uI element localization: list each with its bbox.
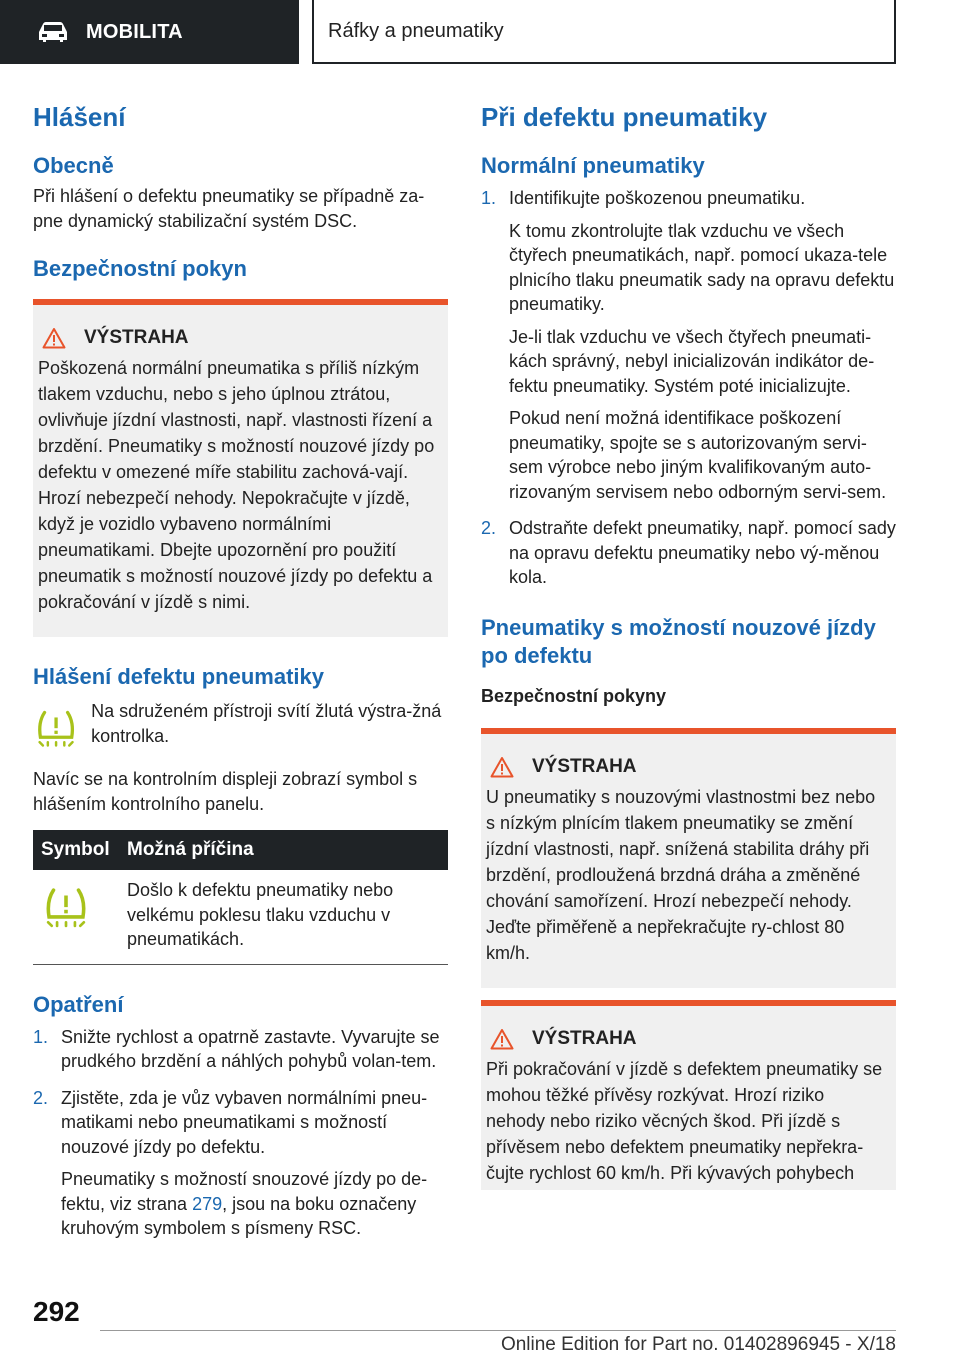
measures-list (33, 1025, 448, 1249)
heading-measures: Opatření (33, 991, 124, 1017)
heading-general: Obecně (33, 153, 114, 178)
list-item: 1. Identifikujte poškozenou pneumatiku. K tomu zkontrolujte tlak vzduchu ve všech čtyřech pneumatikách, např. pomocí ukaza-tele plnicího tlaku pneumatik sady na opravu defektu pneumatiky. Je-li tlak vzduchu ve všech čtyřech pneumati-kách správný, nebyl inicializován indikátor de-fektu pneumatiky. Systém poté inicializujte. Pokud není možná identifikace poškození pneumatiky, spojte se s autorizovaným servi-sem výrobce nebo jiným kvalifikovaným auto-rizovaným servisem nebo odborným servi-sem. (481, 188, 895, 502)
list-item: 2. Zjistěte, zda je vůz vybaven normálními pneu-matikami nebo pneumatikami s možností nouzové jízdy po defektu. Pneumatiky s možností snouzové jízdy po de-fektu, viz strana 279, jsou na boku označeny kruhovým symbolem s písmeny RSC. (33, 1086, 448, 1249)
heading-normal-tires: Normální pneumatiky (481, 153, 705, 178)
warning-title: VÝSTRAHA (532, 1027, 637, 1049)
display-text: Navíc se na kontrolním displeji zobrazí symbol s hlášením kontrolního panelu. (33, 769, 418, 814)
heading-safety-notes: Bezpečnostní pokyny (481, 685, 667, 706)
heading-defect: Při defektu pneumatiky (481, 102, 768, 132)
chapter-title: Ráfky a pneumatiky (312, 0, 896, 64)
footer-divider (100, 1330, 896, 1331)
table-row (33, 870, 448, 964)
section-title: MOBILITA (86, 20, 183, 43)
heading-hlaseni: Hlášení (33, 102, 126, 132)
left-column (33, 100, 448, 1253)
table-cell-cause: Došlo k defektu pneumatiky nebo velkému poklesu tlaku vzduchu v pneumatikách. (127, 880, 394, 949)
warning-box (33, 299, 448, 637)
list-item: 2. Odstraňte defekt pneumatiky, např. pomocí sady na opravu defektu pneumatiky nebo vý-měnou kola. (481, 518, 896, 587)
warning-box (481, 728, 896, 988)
measure-note: Pneumatiky s možností snouzové jízdy po de-fektu, viz strana 279, jsou na boku označeny kruhovým symbolem s písmeny RSC. (61, 1169, 428, 1238)
warning-title: VÝSTRAHA (532, 755, 637, 777)
warning-triangle-icon (490, 1028, 514, 1050)
heading-runflat: Pneumatiky s možností nouzové jízdy po defektu (481, 614, 876, 668)
warning-text: Při pokračování v jízdě s defektem pneumatiky se mohou těžké přívěsy rozkývat. Hrozí riziko nehody nebo riziko věcných škod. Při jízdě s přívěsem nebo defektem pneumatiky nepřekra-čujte rychlost 60 km/h. Při kývavých pohybech (486, 1058, 883, 1183)
table-header-symbol: Symbol (33, 830, 119, 870)
report-text: Na sdruženém přístroji svítí žlutá výstra-žná kontrolka. (91, 701, 442, 746)
right-column (481, 100, 896, 1190)
report-row (33, 699, 448, 755)
section-tab (0, 0, 299, 64)
table-header-cause: Možná příčina (119, 830, 448, 870)
page-link[interactable]: 279 (192, 1193, 223, 1214)
edition-text: Online Edition for Part no. 01402896945 - X/18 (500, 1334, 896, 1355)
steps-list (481, 186, 896, 598)
heading-safety: Bezpečnostní pokyn (33, 256, 247, 281)
general-text: Při hlášení o defektu pneumatiky se případně za-pne dynamický stabilizační systém DSC. (33, 186, 425, 231)
heading-report: Hlášení defektu pneumatiky (33, 664, 324, 689)
warning-triangle-icon (490, 756, 514, 778)
warning-text: Poškozená normální pneumatika s příliš nízkým tlakem vzduchu, nebo s jeho úplnou ztrátou, ovlivňuje jízdní vlastnosti, např. vlastnosti řízení a brzdění. Pneumatiky s možností nouzové jízdy po defektu v omezené míře stabilitu zachová-vají. Hrozí nebezpečí nehody. Nepokračujte v jízdě, když je vozidlo vybaveno normálními pneumatikami. Dbejte upozornění pro použití pneumatik s možností nouzové jízdy po defektu a pokračování v jízdě s nimi. (38, 358, 435, 612)
list-item: 1. Snižte rychlost a opatrně zastavte. Vyvarujte se prudkého brzdění a náhlých pohybů volan-tem. (33, 1026, 440, 1071)
warning-triangle-icon (42, 327, 66, 349)
car-icon (36, 20, 70, 44)
warning-box (481, 1000, 896, 1190)
page-number: 292 (33, 1296, 80, 1327)
symbol-table (33, 830, 448, 965)
tire-pressure-warning-icon (33, 703, 79, 755)
warning-title: VÝSTRAHA (84, 327, 189, 348)
tire-pressure-warning-icon (41, 884, 91, 932)
warning-text: U pneumatiky s nouzovými vlastnostmi bez nebo s nízkým plnícím tlakem pneumatiky se změní jízdní vlastnosti, např. snížená stabilita dráhy při brzdění, prodloužená brzdná dráha a změněné chování samořízení. Hrozí nebezpečí nehody. Jeďte přiměřeně a nepřekračujte ry-chlost 80 km/h. (486, 786, 876, 963)
